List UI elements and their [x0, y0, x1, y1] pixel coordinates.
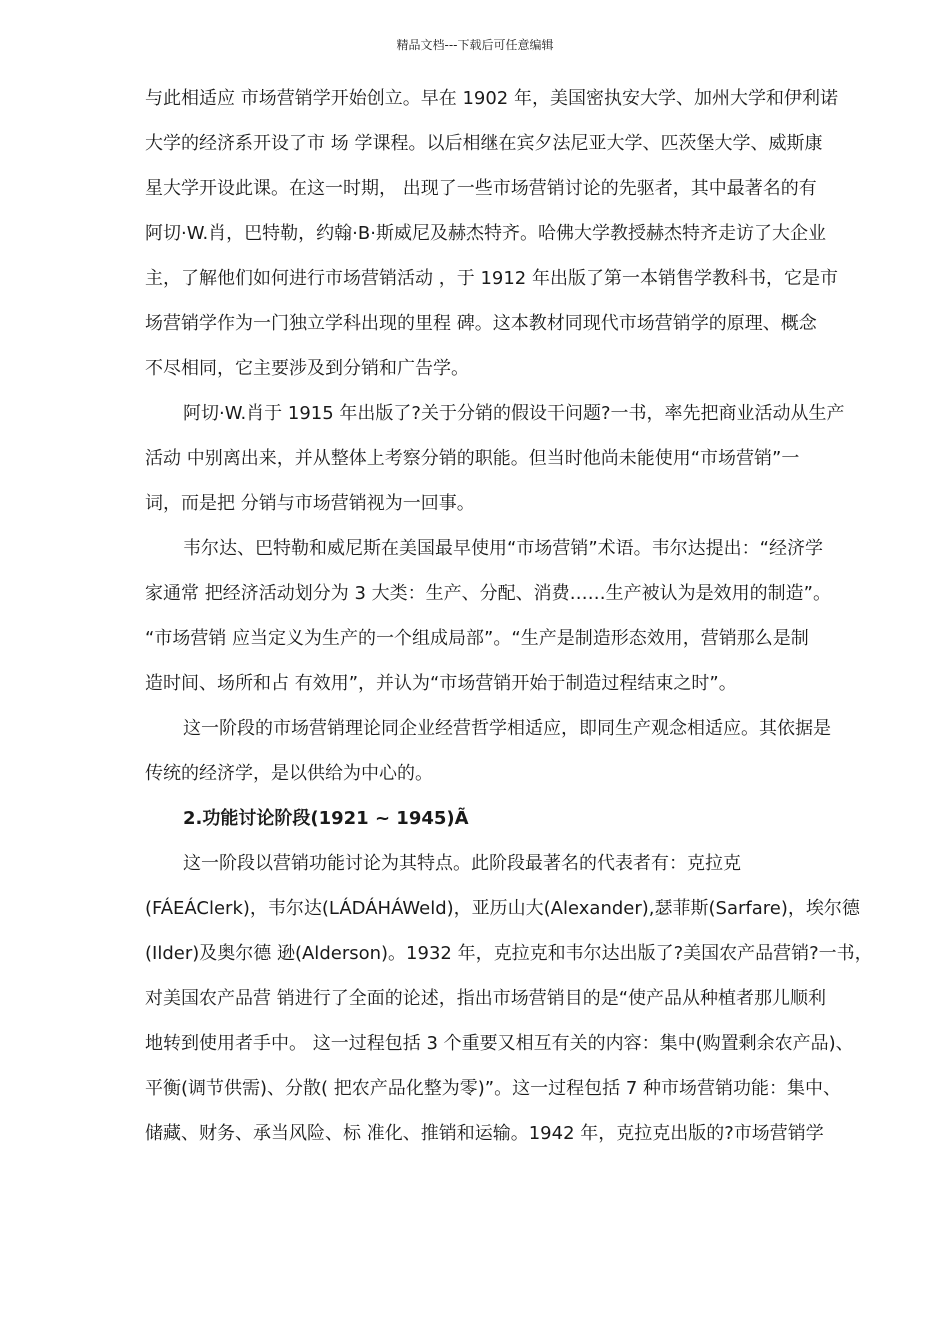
text-line: “市场营销 应当定义为生产的一个组成局部”。“生产是制造形态效用，营销那么是制	[145, 628, 809, 649]
text-line: (Ilder)及奥尔德 逊(Alderson)。1932 年，克拉克和韦尔达出版了?美国农产品营销?一书，	[145, 943, 873, 964]
text-line: 这一阶段的市场营销理论同企业经营哲学相适应，即同生产观念相适应。其依据是	[183, 718, 831, 739]
text-line: 大学的经济系开设了市 场 学课程。以后相继在宾夕法尼亚大学、匹茨堡大学、威斯康	[145, 133, 823, 154]
section-heading: 2.功能讨论阶段(1921 ~ 1945)Ã	[183, 808, 469, 829]
text-line: 韦尔达、巴特勒和威尼斯在美国最早使用“市场营销”术语。韦尔达提出：“经济学	[183, 538, 823, 559]
text-line: 储藏、财务、承当风险、标 准化、推销和运输。1942 年，克拉克出版的?市场营销学	[145, 1123, 824, 1144]
document-body	[145, 76, 875, 1156]
text-line: 星大学开设此课。在这一时期， 出现了一些市场营销讨论的先驱者，其中最著名的有	[145, 178, 817, 199]
text-line: 造时间、场所和占 有效用”，并认为“市场营销开始于制造过程结束之时”。	[145, 673, 737, 694]
text-line: 对美国农产品营 销进行了全面的论述，指出市场营销目的是“使产品从种植者那儿顺利	[145, 988, 827, 1009]
text-line: 地转到使用者手中。 这一过程包括 3 个重要又相互有关的内容：集中(购置剩余农产品)、	[145, 1033, 854, 1054]
text-line: 不尽相同，它主要涉及到分销和广告学。	[145, 358, 469, 379]
text-line: 阿切·W.肖，巴特勒，约翰·B·斯威尼及赫杰特齐。哈佛大学教授赫杰特齐走访了大企业	[145, 223, 826, 244]
text-line: 阿切·W.肖于 1915 年出版了?关于分销的假设干问题?一书，率先把商业活动从生产	[183, 403, 845, 424]
text-line: 主，了解他们如何进行市场营销活动 ，于 1912 年出版了第一本销售学教科书，它是市	[145, 268, 838, 289]
text-line: 家通常 把经济活动划分为 3 大类：生产、分配、消费……生产被认为是效用的制造”。	[145, 583, 831, 604]
text-line: 与此相适应 市场营销学开始创立。早在 1902 年，美国密执安大学、加州大学和伊利诺	[145, 88, 838, 109]
text-line: 平衡(调节供需)、分散( 把农产品化整为零)”。这一过程包括 7 种市场营销功能：集中、	[145, 1078, 842, 1099]
text-line: 词，而是把 分销与市场营销视为一回事。	[145, 493, 475, 514]
text-line: 这一阶段以营销功能讨论为其特点。此阶段最著名的代表者有：克拉克	[183, 853, 741, 874]
text-line: 传统的经济学，是以供给为中心的。	[145, 763, 433, 784]
text-line: 场营销学作为一门独立学科出现的里程 碑。这本教材同现代市场营销学的原理、概念	[145, 313, 817, 334]
page-header: 精品文档---下载后可任意编辑	[396, 38, 554, 52]
text-line: (FÁEÁClerk)，韦尔达(LÁDÁHÁWeld)，亚历山大(Alexander),瑟菲斯(Sarfare)，埃尔德	[145, 898, 860, 919]
text-line: 活动 中别离出来，并从整体上考察分销的职能。但当时他尚未能使用“市场营销”一	[145, 448, 800, 469]
